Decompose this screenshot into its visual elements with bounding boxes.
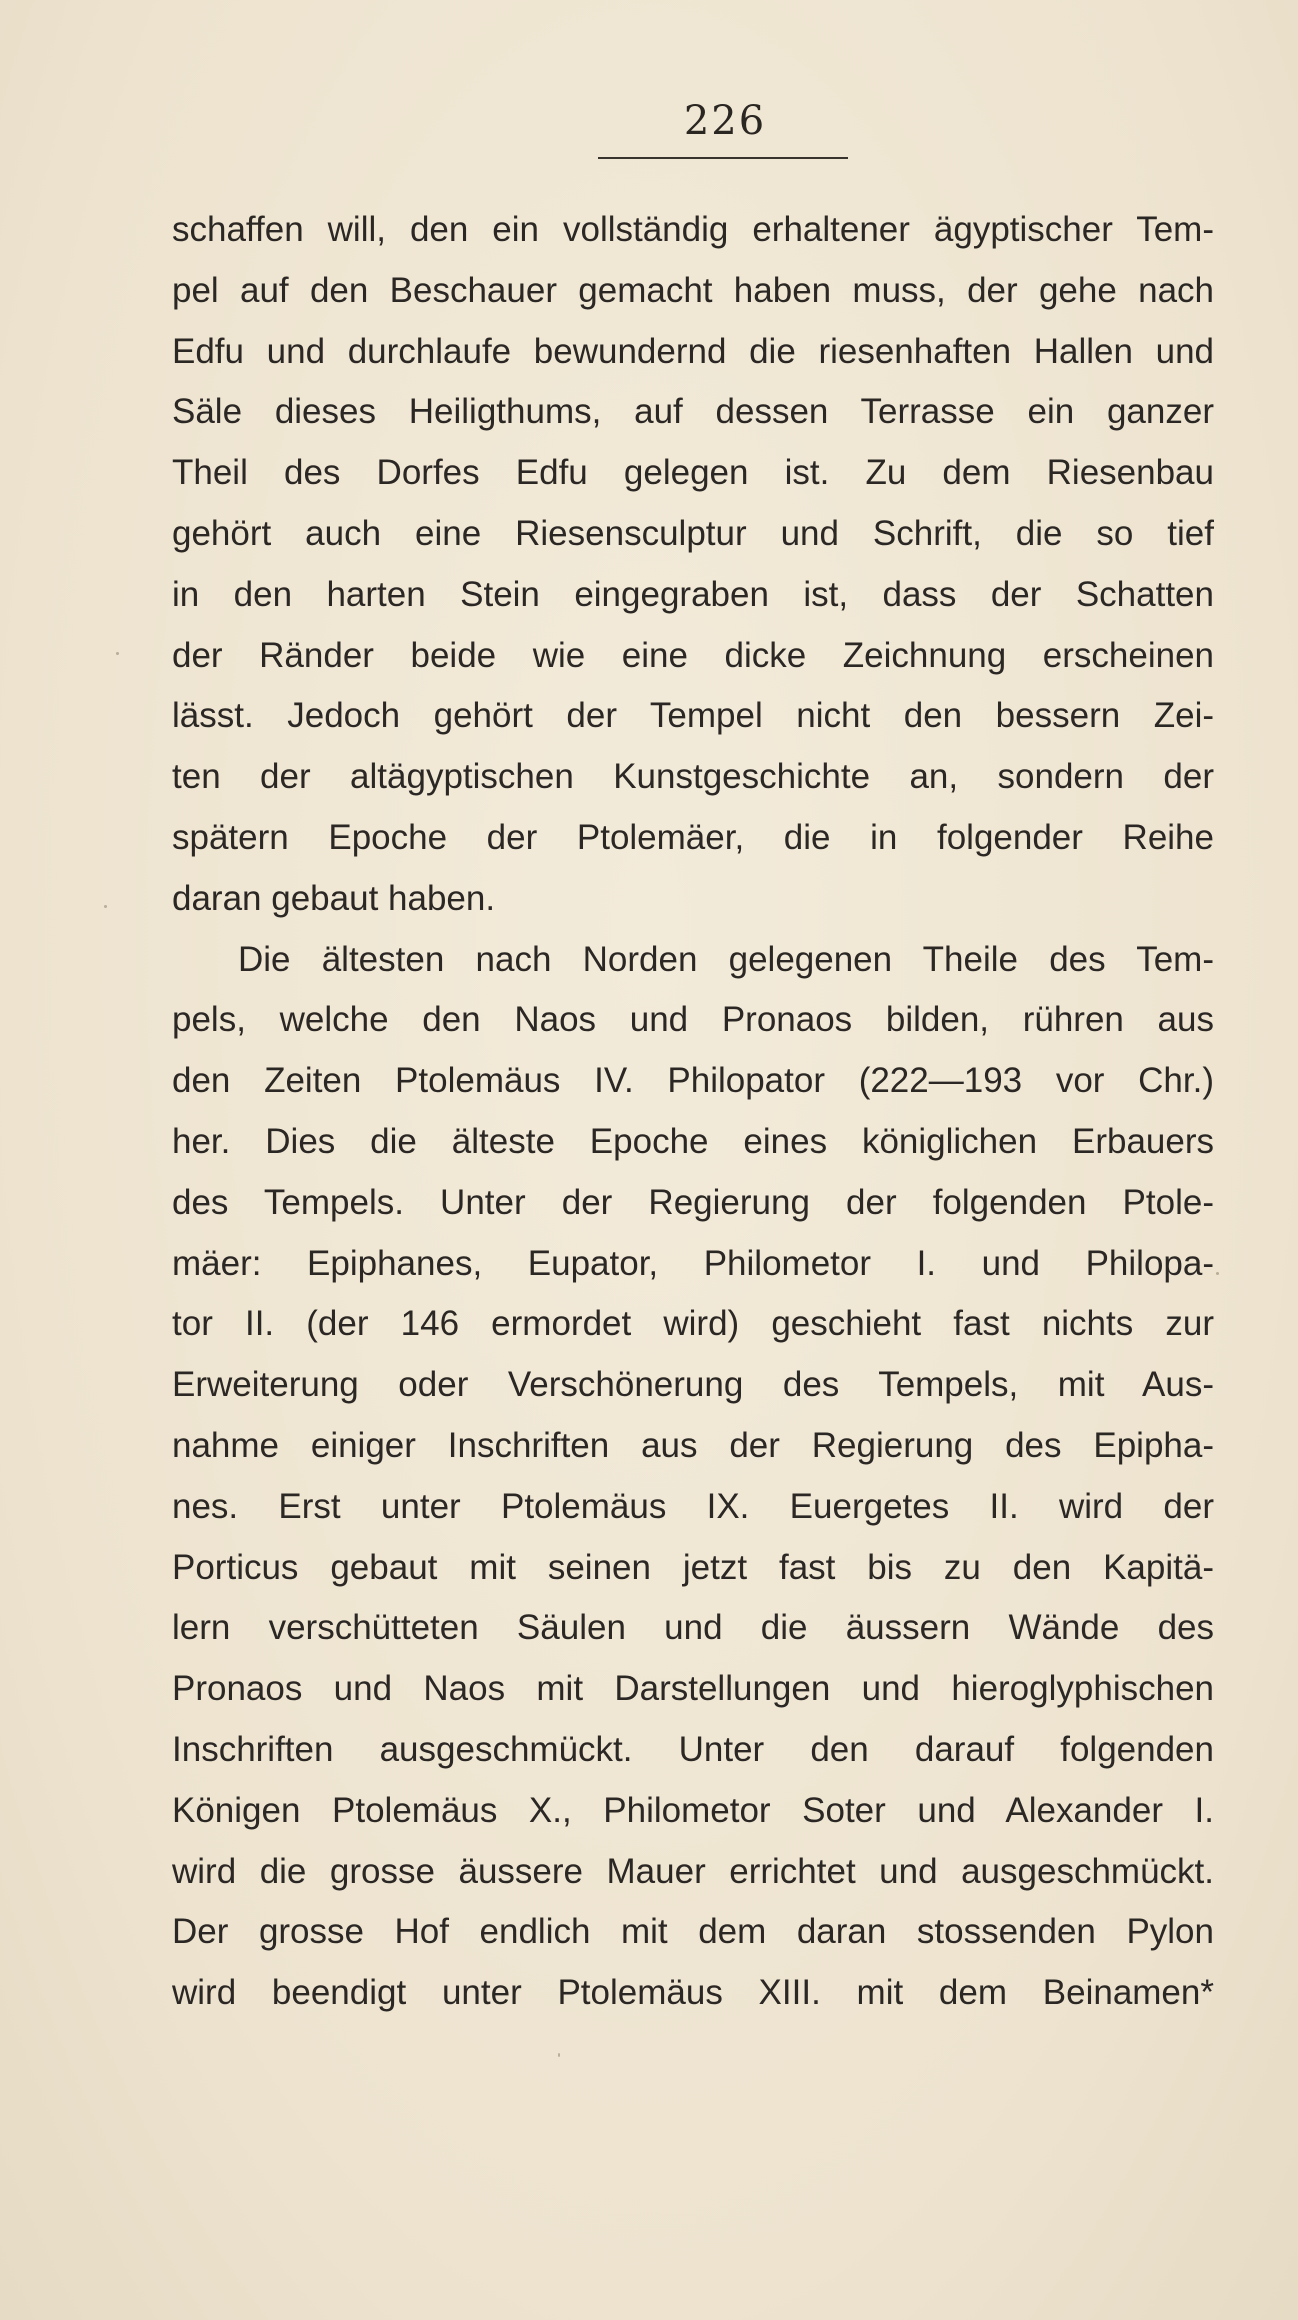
paper-speck [116, 652, 119, 655]
body-text [172, 200, 1214, 2024]
text-line: den Zeiten Ptolemäus IV. Philopator (222—193 vor Chr.) [172, 1061, 1214, 1101]
text-line: pels, welche den Naos und Pronaos bilden, rühren aus [172, 1000, 1214, 1040]
text-line: nes. Erst unter Ptolemäus IX. Euergetes II. wird der [172, 1486, 1214, 1526]
text-line: Theil des Dorfes Edfu gelegen ist. Zu dem Riesenbau [172, 453, 1214, 493]
text-line: lern verschütteten Säulen und die äussern Wände des [172, 1608, 1214, 1648]
paper-speck [1216, 1272, 1219, 1275]
text-line: schaffen will, den ein vollständig erhaltener ägyptischer Tem- [172, 210, 1214, 249]
page-number: 226 [683, 98, 767, 144]
text-line: wird beendigt unter Ptolemäus XIII. mit dem Beinamen* [172, 1973, 1214, 2013]
text-line: her. Dies die älteste Epoche eines königlichen Erbauers [172, 1121, 1214, 1161]
text-line: tor II. (der 146 ermordet wird) geschieht fast nichts zur [172, 1304, 1214, 1344]
paper-speck [558, 2053, 560, 2057]
text-line: Porticus gebaut mit seinen jetzt fast bis zu den Kapitä- [172, 1547, 1214, 1587]
text-line: wird die grosse äussere Mauer errichtet und ausgeschmückt. [172, 1851, 1214, 1891]
text-line: Der grosse Hof endlich mit dem daran stossenden Pylon [172, 1912, 1214, 1952]
text-line: spätern Epoche der Ptolemäer, die in folgender Reihe [172, 817, 1214, 857]
text-line: Edfu und durchlaufe bewundernd die riesenhaften Hallen und [172, 331, 1214, 371]
text-line: Pronaos und Naos mit Darstellungen und hieroglyphischen [172, 1669, 1214, 1709]
paper-speck [104, 905, 107, 908]
text-line: Inschriften ausgeschmückt. Unter den darauf folgenden [172, 1729, 1214, 1769]
text-line: in den harten Stein eingegraben ist, dass der Schatten [172, 574, 1214, 614]
text-line: Die ältesten nach Norden gelegenen Theile des Tem- [238, 939, 1214, 979]
text-line: gehört auch eine Riesensculptur und Schrift, die so tief [172, 513, 1214, 553]
header-rule [598, 157, 848, 159]
text-line: lässt. Jedoch gehört der Tempel nicht den bessern Zei- [172, 696, 1214, 736]
text-line: pel auf den Beschauer gemacht haben muss, der gehe nach [172, 270, 1214, 310]
text-line: nahme einiger Inschriften aus der Regierung des Epipha- [172, 1425, 1214, 1465]
text-line: Erweiterung oder Verschönerung des Tempels, mit Aus- [172, 1365, 1214, 1405]
text-line: des Tempels. Unter der Regierung der folgenden Ptole- [172, 1182, 1214, 1222]
text-line: mäer: Epiphanes, Eupator, Philometor I. und Philopa- [172, 1243, 1214, 1283]
text-line: ten der altägyptischen Kunstgeschichte an, sondern der [172, 757, 1214, 797]
text-line: Säle dieses Heiligthums, auf dessen Terrasse ein ganzer [172, 392, 1214, 432]
text-line: Königen Ptolemäus X., Philometor Soter und Alexander I. [172, 1790, 1214, 1830]
text-line: daran gebaut haben. [172, 878, 496, 918]
text-line: der Ränder beide wie eine dicke Zeichnung erscheinen [172, 635, 1214, 675]
